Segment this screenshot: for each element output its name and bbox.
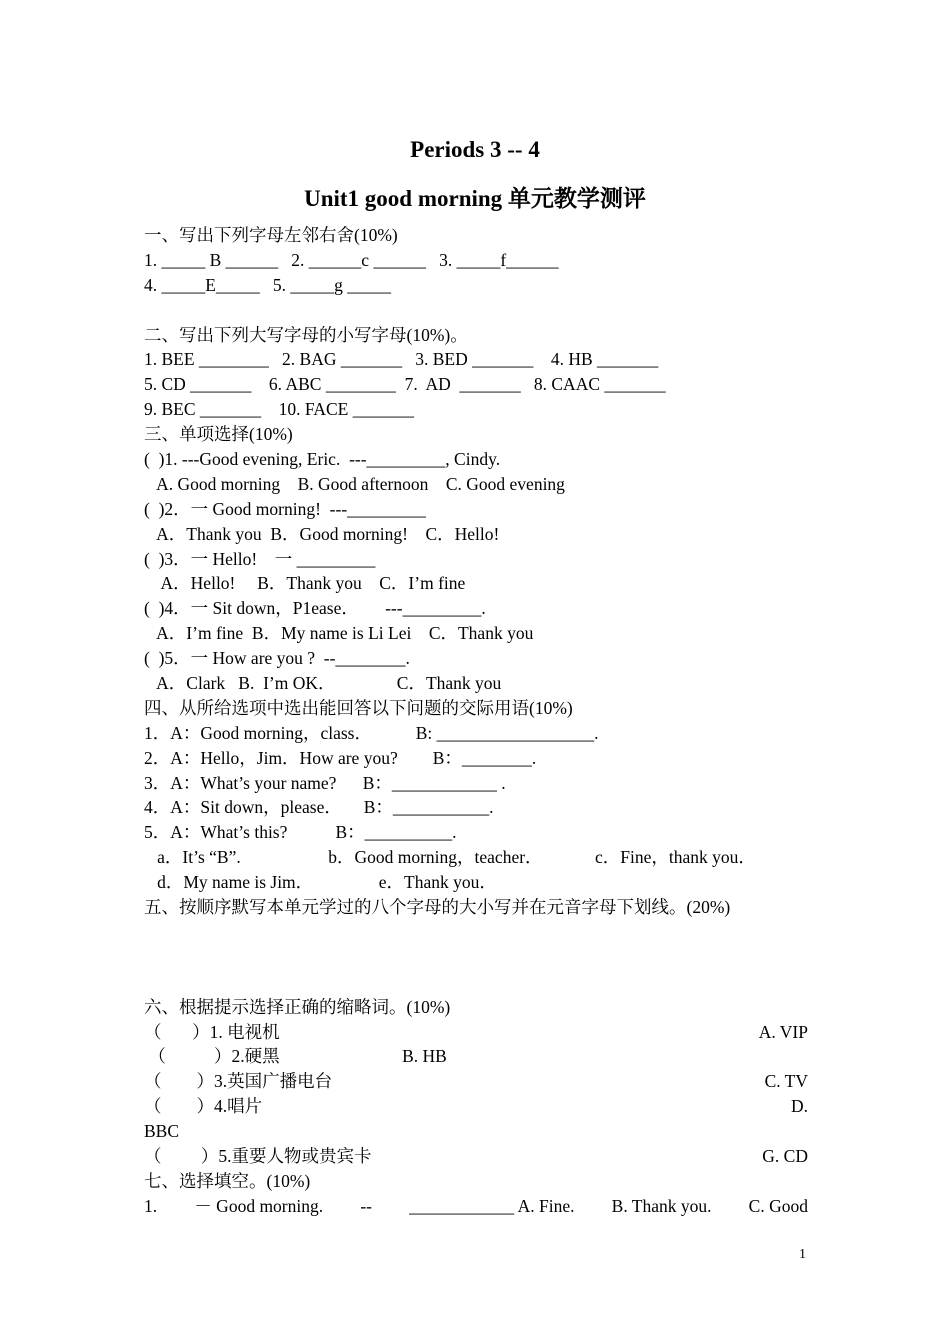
section-4-line-4: 4．A：Sit down，please． B：___________. xyxy=(144,797,494,818)
section-1-heading: 一、写出下列字母左邻右舍(10%) xyxy=(144,225,398,245)
section-6-line-4 xyxy=(144,1094,808,1119)
section-6-line-6 xyxy=(144,1144,808,1169)
section-7-dash: -- xyxy=(360,1195,372,1216)
page-title-periods: Periods 3 -- 4 xyxy=(410,137,540,162)
section-4-line-3: 3．A：What’s your name? B：____________ . xyxy=(144,772,506,793)
section-6-item-3: （ ）3.英国广播电台 xyxy=(144,1071,333,1092)
section-4-options-1: a．It’s “B”. b．Good morning，teacher． c．Fine，thank you． xyxy=(144,847,756,868)
section-7-choice-c: C. Good xyxy=(748,1195,808,1216)
section-7-heading: 七、选择填空。(10%) xyxy=(144,1170,311,1191)
section-5-heading: 五、按顺序默写本单元学过的八个字母的大小写并在元音字母下划线。(20%) xyxy=(144,897,731,918)
section-6-line-3 xyxy=(144,1069,808,1094)
section-3-options-3: A．Hello! B．Thank you C．I’m fine xyxy=(144,573,466,594)
section-6-choice-a: A. VIP xyxy=(758,1021,808,1042)
section-4-line-2: 2．A：Hello，Jim．How are you? B：________. xyxy=(144,747,537,768)
section-3-question-4: ( )4．一 Sit down，P1ease． ---_________. xyxy=(144,598,486,619)
section-1-line-1: 1. _____ B ______ 2. ______c ______ 3. _____f______ xyxy=(144,249,559,270)
section-3-question-3: ( )3．一 Hello! 一 _________ xyxy=(144,548,376,569)
section-6-line-2: （ ）2.硬黑 B. HB xyxy=(144,1046,447,1067)
section-1-line-2: 4. _____E_____ 5. _____g _____ xyxy=(144,274,391,295)
section-6-line-1 xyxy=(144,1020,808,1045)
section-7-blank-choice-a: ____________ A. Fine. xyxy=(409,1195,575,1216)
section-3-options-1: A. Good morning B. Good afternoon C. Good evening xyxy=(144,473,565,494)
section-6-heading: 六、根据提示选择正确的缩略词。(10%) xyxy=(144,996,451,1017)
spacer xyxy=(144,298,808,323)
section-7-line-1 xyxy=(144,1194,808,1219)
section-6-choice-c: C. TV xyxy=(764,1071,808,1092)
section-3-heading: 三、单项选择(10%) xyxy=(144,424,293,445)
section-2-heading: 二、写出下列大写字母的小写字母(10%)。 xyxy=(144,324,468,345)
answer-space xyxy=(144,920,808,995)
page-number: 1 xyxy=(799,1247,806,1262)
page-title-unit: Unit1 good morning 单元教学测评 xyxy=(304,186,646,211)
worksheet-body xyxy=(144,223,808,1219)
section-2-line-3: 9. BEC _______ 10. FACE _______ xyxy=(144,399,414,420)
section-4-options-2: d．My name is Jim． e．Thank you． xyxy=(144,872,497,893)
section-6-item-4: （ ）4.唱片 xyxy=(144,1096,263,1117)
section-7-choice-b: B. Thank you. xyxy=(611,1195,712,1216)
section-3-options-5: A．Clark B. I’m OK． C．Thank you xyxy=(144,673,502,694)
section-4-line-1: 1．A：Good morning，class． B: __________________. xyxy=(144,722,599,743)
section-3-question-1: ( )1. ---Good evening, Eric. ---_________, Cindy. xyxy=(144,449,501,470)
section-6-item-1: （ ）1. 电视机 xyxy=(144,1021,280,1042)
section-3-options-4: A．I’m fine B．My name is Li Lei C．Thank you xyxy=(144,623,534,644)
section-4-heading: 四、从所给选项中选出能回答以下问题的交际用语(10%) xyxy=(144,697,573,718)
section-2-line-2: 5. CD _______ 6. ABC ________ 7. AD _______ 8. CAAC _______ xyxy=(144,374,666,395)
section-6-item-5: （ ）5.重要人物或贵宾卡 xyxy=(144,1145,372,1166)
section-3-options-2: A．Thank you B．Good morning! C．Hello! xyxy=(144,523,500,544)
section-2-line-1: 1. BEE ________ 2. BAG _______ 3. BED _______ 4. HB _______ xyxy=(144,349,659,370)
section-7-num: 1. xyxy=(144,1195,158,1216)
section-6-line-5: BBC xyxy=(144,1121,180,1142)
section-3-question-2: ( )2．一 Good morning! ---_________ xyxy=(144,498,426,519)
section-6-choice-g: G. CD xyxy=(762,1145,808,1166)
section-3-question-5: ( )5．一 How are you ? --________. xyxy=(144,648,410,669)
section-7-prompt: － Good morning. xyxy=(194,1195,324,1216)
section-6-choice-d: D. xyxy=(790,1096,808,1117)
section-4-line-5: 5．A：What’s this? B：__________. xyxy=(144,822,457,843)
